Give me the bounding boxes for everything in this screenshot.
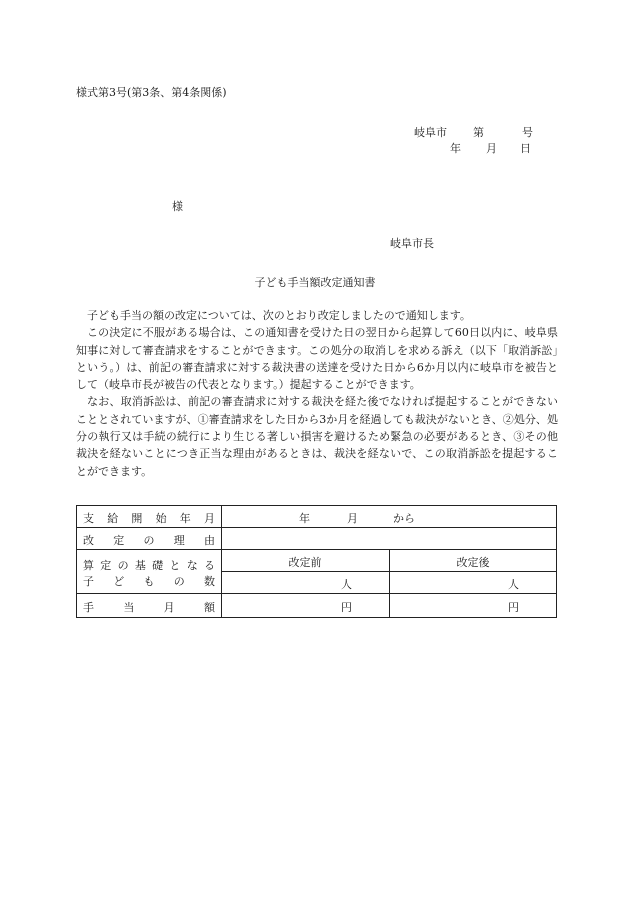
label-char: 月 [163, 601, 175, 614]
label-char: ど [113, 575, 125, 588]
document-number-line [0, 124, 630, 140]
label-char: る [203, 559, 215, 572]
label-children-count-line1 [83, 557, 215, 573]
label-char: の [117, 559, 129, 572]
payment-start-year: 年 [299, 512, 310, 525]
header-after-revision: 改定後 [456, 556, 490, 569]
payment-start-from: から [393, 512, 415, 525]
addressee: 様 [172, 200, 183, 213]
label-revision-reason [83, 532, 215, 548]
label-char: の [173, 575, 185, 588]
form-number: 様式第3号(第3条、第4条関係) [76, 86, 227, 99]
paragraph-appeal: この決定に不服がある場合は、この通知書を受けた日の翌日から起算して60日以内に、岐阜県知事に対して審査請求をすることができます。この処分の取消しを求める訴え（以下「取消訴訟」という。）は、前記の審査請求に対する裁決書の送達を受けた日から6か月以内に岐阜市を被告として（岐阜市長が被告の代表となります。）提起することができます。 [76, 326, 558, 392]
label-char: 子 [83, 575, 94, 588]
allowance-before-unit: 円 [341, 601, 352, 614]
label-char: 由 [204, 534, 215, 547]
document-number-city: 岐阜市 [414, 126, 447, 139]
table-rule [77, 527, 556, 528]
paragraph-notice: 子ども手当の額の改定については、次のとおり改定しましたので通知します。 [87, 309, 471, 322]
document-date-line [0, 140, 630, 156]
paragraph-lawsuit: なお、取消訴訟は、前記の審査請求に対する裁決を経た後でなければ提起することができないこととされていますが、①審査請求をした日から3か月を経過しても裁決がないとき、②処分、処分の執行又は手続の続行により生じる著しい損害を避けるため緊急の必要があるとき、③その他裁決を経ないことにつき正当な理由があるときは、裁決を経ないで、この取消訴訟を提起することができます。 [76, 395, 558, 478]
label-char: も [143, 575, 155, 588]
label-char: 定 [113, 534, 125, 547]
issuer: 岐阜市長 [390, 237, 434, 250]
document-number-go: 号 [522, 126, 533, 139]
label-char: 始 [155, 512, 167, 525]
info-table [76, 505, 557, 618]
date-day: 日 [520, 142, 531, 155]
label-char: 礎 [152, 559, 164, 572]
label-char: 年 [179, 512, 191, 525]
children-after-unit: 人 [508, 578, 519, 591]
body-text [76, 307, 558, 480]
children-before-unit: 人 [341, 578, 352, 591]
table-rule [77, 549, 556, 550]
label-char: 手 [83, 601, 94, 614]
label-char: 給 [107, 512, 119, 525]
table-rule [77, 593, 556, 594]
label-payment-start [83, 510, 215, 526]
label-char: の [143, 534, 155, 547]
label-children-count-line2 [83, 573, 215, 589]
label-char: 支 [83, 512, 94, 525]
payment-start-month: 月 [347, 512, 358, 525]
date-year: 年 [450, 142, 461, 155]
label-char: 数 [204, 575, 215, 588]
header-before-revision: 改定前 [288, 556, 322, 569]
label-char: 基 [134, 559, 146, 572]
label-char: 算 [83, 559, 94, 572]
document-title: 子ども手当額改定通知書 [254, 276, 376, 289]
label-char: 定 [100, 559, 112, 572]
label-char: 当 [123, 601, 135, 614]
label-char: 額 [203, 601, 215, 614]
label-monthly-allowance [83, 599, 215, 615]
label-char: 改 [83, 534, 94, 547]
label-char: 月 [203, 512, 215, 525]
allowance-after-unit: 円 [508, 601, 519, 614]
label-char: と [169, 559, 181, 572]
document-number-dai: 第 [473, 126, 484, 139]
date-month: 月 [486, 142, 497, 155]
label-char: 開 [131, 512, 143, 525]
label-char: 理 [173, 534, 185, 547]
label-char: な [186, 559, 198, 572]
